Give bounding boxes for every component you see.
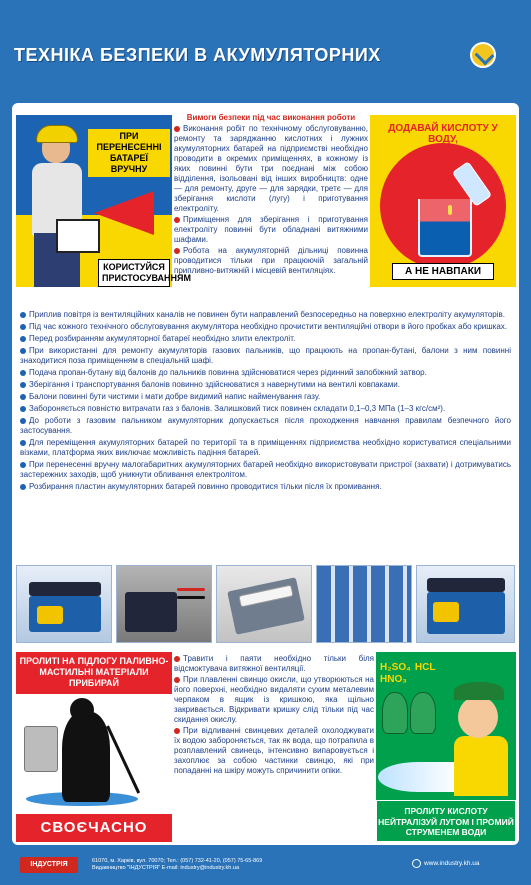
list-item: Балони повинні бути чистими і мати добре видимий напис найменування газу. [20, 392, 511, 402]
list-item: Приплив повітря із вентиляційних каналів не повинен бути направлений безпосередньо на поверхню електроліту акумуляторів. [20, 310, 511, 320]
bullet-icon [20, 406, 26, 412]
battery-icon [56, 219, 100, 253]
warning-banner: ПРОЛИТІ НА ПІДЛОГУ ПАЛИВНО-МАСТИЛЬНІ МАТЕРІАЛИ ПРИБИРАЙ [16, 652, 172, 694]
illustration-label-top: ДОДАВАЙ КИСЛОТУ У ВОДУ, [388, 123, 498, 145]
header [0, 0, 531, 96]
requirement-item: Приміщення для зберігання і приготування електроліту повинні бути обладнані витяжними шафами. [174, 215, 368, 244]
list-item: Зберігання і транспортування балонів повинно здійснюватися з навернутими на вентилі ковпаками. [20, 380, 511, 390]
helmet-icon [36, 125, 78, 143]
illustration-acid-water [370, 115, 516, 287]
bullet-icon [20, 484, 26, 490]
bullet-icon [20, 418, 26, 424]
character-figure [458, 696, 498, 738]
safety-rules-list [20, 310, 511, 494]
illustration-acid-neutralize [376, 652, 516, 842]
list-item: Перед розбиранням акумуляторної батареї необхідно злити електроліт. [20, 334, 511, 344]
page-title: ТЕХНІКА БЕЗПЕКИ В АКУМУЛЯТОРНИХ [14, 45, 381, 65]
bullet-icon [174, 656, 180, 662]
list-item: Для переміщення акумуляторних батарей по території та в приміщеннях підприємства необхідно користуватися спеціальними візками, платформа яких виключає можливість падіння батарей. [20, 438, 511, 457]
illustration-label-top: ПРИ ПЕРЕНЕСЕННІ БАТАРЕЇ ВРУЧНУ [88, 129, 170, 177]
globe-icon [412, 859, 421, 868]
red-arrow-icon [94, 191, 154, 235]
water-stream-icon [378, 762, 458, 792]
publisher-logo: ІНДУСТРІЯ [20, 857, 78, 873]
list-item: При плавленні свинцю окисли, що утворюються на його поверхні, необхідно видаляти сухим металевим черпаком в ящик із кришкою, яка щільно закривається. Відкривати кришку слід тільки під час скидання окислу. [174, 675, 374, 724]
brand-logo-icon [470, 42, 496, 68]
bullet-icon [20, 462, 26, 468]
list-item: Розбирання пластин акумуляторних батарей повинно проводитися тільки після їх промивання. [20, 482, 511, 492]
battery-photos-row [16, 565, 515, 645]
list-item: До роботи з газовим пальником акумуляторник допускається після проходження навчання правилам безпечного його застосування. [20, 416, 511, 435]
mop-icon [106, 725, 140, 793]
warning-banner-bottom: СВОЄЧАСНО [16, 814, 172, 842]
content-panel [12, 103, 519, 845]
battery-photo [116, 565, 212, 643]
bullet-icon [174, 677, 180, 683]
list-item: При використанні для ремонту акумуляторів газових пальників, що працюють на пропан-бутані, балони з ним повинні знаходитися поза приміщенням в спеціальній шафі. [20, 346, 511, 365]
bullet-icon [174, 126, 180, 132]
bullet-icon [20, 336, 26, 342]
bullet-icon [174, 217, 180, 223]
barrel-icon [24, 726, 58, 772]
lead-safety-block [174, 654, 374, 777]
footer [0, 848, 531, 885]
requirements-title: Вимоги безпеки під час виконання роботи [186, 113, 356, 122]
bullet-icon [20, 348, 26, 354]
publisher-address: 61070, м. Харків, вул. 70070; Тел.: (057) 732-41-20, (057) 75-65-869 Видавництво "ІНДУСТРІЯ" E-mail: industry@industry.kh.ua [92, 858, 263, 871]
illustration-label-bottom: КОРИСТУЙСЯ ПРИСТОСУВАННЯМ [98, 259, 170, 287]
bullet-icon [20, 312, 26, 318]
bottle-icon [410, 692, 436, 734]
battery-photo [316, 565, 412, 643]
beaker-icon [418, 199, 472, 257]
illustration-label-bottom: А НЕ НАВПАКИ [392, 263, 494, 280]
bullet-icon [20, 324, 26, 330]
requirement-item: Робота на акумуляторній дільниці повинна проводитися тільки при працюючій загальній припливно-витяжній і місцевій вентиляціях. [174, 246, 368, 275]
formula-hno3: HNO₃ [380, 674, 407, 685]
list-item: Під час кожного технічного обслуговування акумулятора необхідно прочистити вентиляційні отвори в його пробках або кришках. [20, 322, 511, 332]
battery-photo [16, 565, 112, 643]
battery-photo [216, 565, 312, 643]
list-item: Подача пропан-бутану від балонів до пальників повинна здійснюватися через рідинний запобіжний затвор. [20, 368, 511, 378]
list-item: При відливанні свинцевих деталей охолоджувати їх водою забороняється, так як вода, що потрапила в розплавлений свинець, інтенсивно випаровується і захоплює за собою частинки свинцю, які при попаданні на шкіру можуть спричинити опіки. [174, 726, 374, 775]
battery-photo [416, 565, 515, 643]
list-item: Травити і паяти необхідно тільки біля відсмоктувача витяжної вентиляції. [174, 654, 374, 673]
bullet-icon [20, 394, 26, 400]
bullet-icon [174, 728, 180, 734]
worker-silhouette [62, 712, 110, 802]
chemical-formulas [380, 662, 439, 686]
bullet-icon [20, 370, 26, 376]
bottle-icon [382, 692, 408, 734]
requirements-block [174, 113, 368, 277]
website-link[interactable]: www.industry.kh.ua [424, 860, 480, 867]
illustration-spill-cleanup [16, 652, 172, 842]
formula-hcl: HCL [414, 662, 436, 673]
formula-h2so4: H₂SO₄ [380, 662, 411, 673]
requirement-item: Виконання робіт по технічному обслуговуванню, ремонту та заряджанню кислотних і лужних акумуляторних батарей на підприємстві необхідно проводити в окремих приміщеннях, в кожному із яких повинні бути три поєднані між собою відділення, ізольовані від інших виробництв: одне — для ремонту, друге — для зарядки, третє — для зберігання кислоти (лугу) і приготування електроліту. [174, 124, 368, 213]
bullet-icon [174, 248, 180, 254]
warning-banner: ПРОЛИТУ КИСЛОТУ НЕЙТРАЛІЗУЙ ЛУГОМ І ПРОМИЙ СТРУМЕНЕМ ВОДИ [376, 800, 516, 842]
bullet-icon [20, 440, 26, 446]
bullet-icon [20, 382, 26, 388]
illustration-carry-battery [16, 115, 191, 287]
list-item: Забороняється повністю витрачати газ з балонів. Залишковий тиск повинен складати 0,1–0,3 МПа (1–3 кгс/см²). [20, 404, 511, 414]
list-item: При перенесенні вручну малогабаритних акумуляторних батарей необхідно використовувати пристрої (захвати) і дотримуватись застережних заходів, щоб уникнути обливання електролітом. [20, 460, 511, 479]
